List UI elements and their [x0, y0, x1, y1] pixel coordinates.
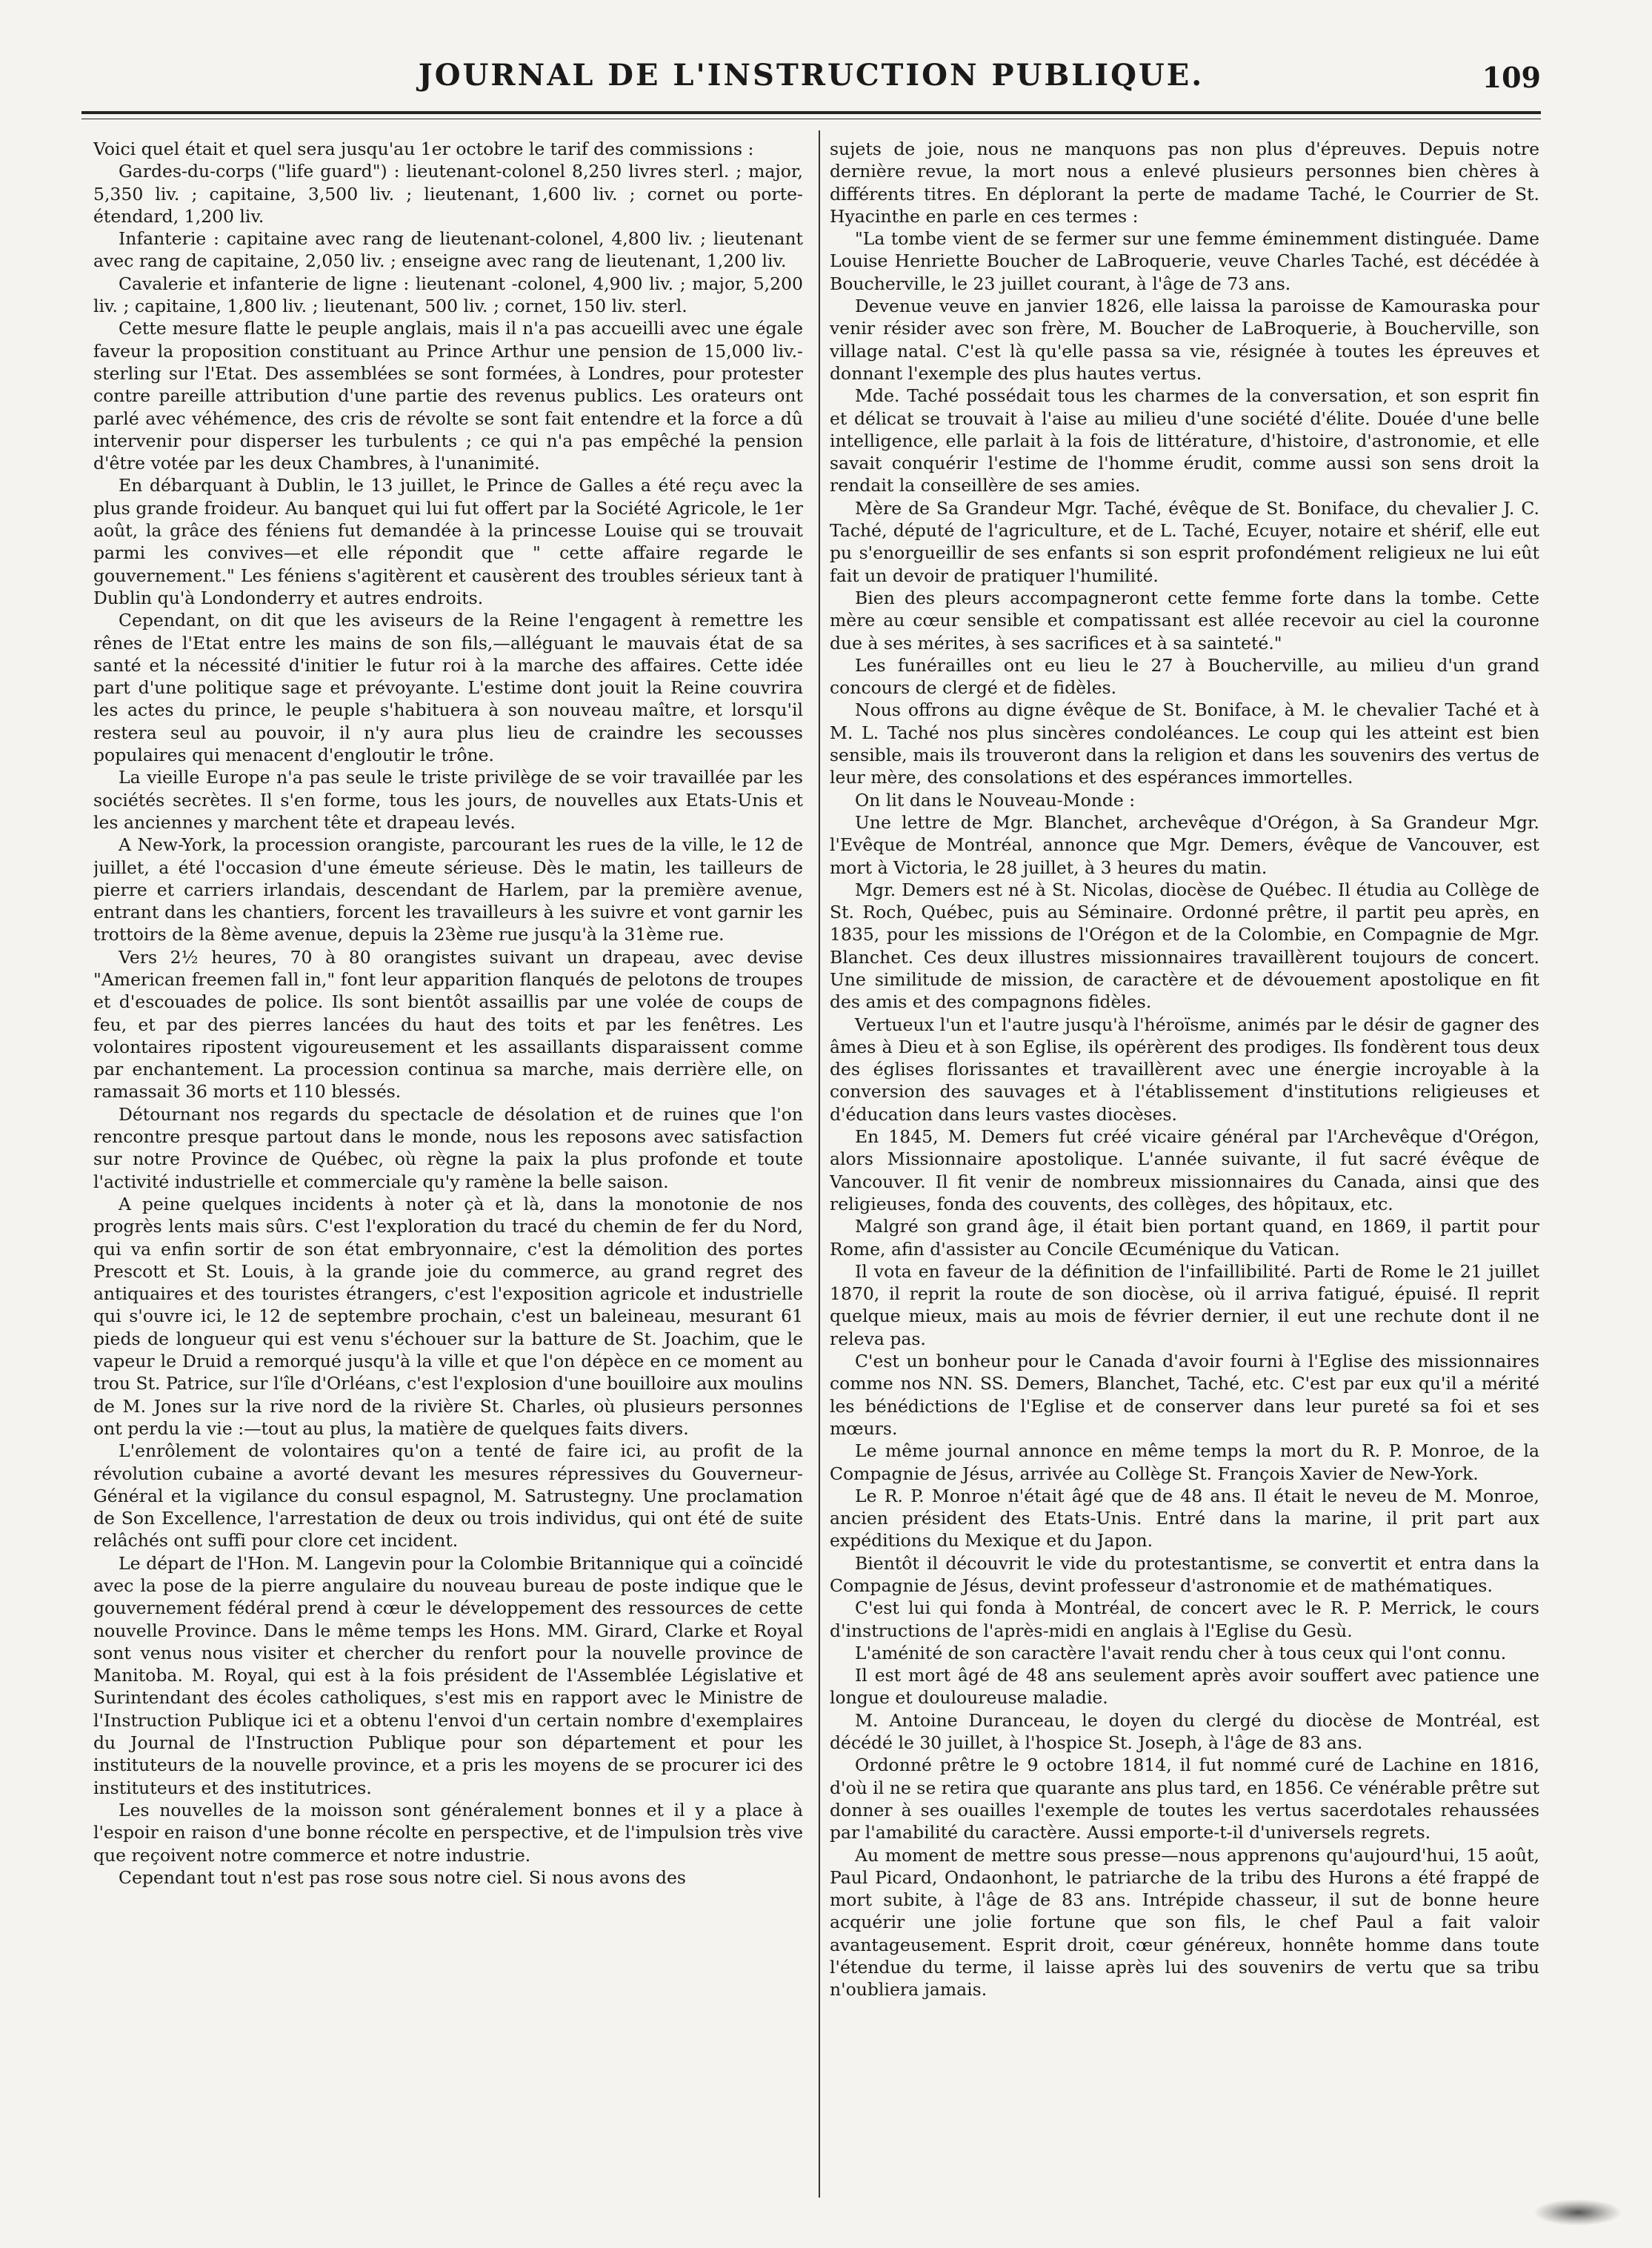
paragraph: C'est lui qui fonda à Montréal, de concert avec le R. P. Merrick, le cours d'instructions de l'après-midi en anglais à l'Eglise du Gesù. [830, 1597, 1539, 1641]
paragraph: sujets de joie, nous ne manquons pas non plus d'épreuves. Depuis notre dernière revue, la mort nous a enlevé plusieurs personnes bien chères à différents titres. En déplorant la perte de madame Taché, le Courrier de St. Hyacinthe en parle en ces termes : [830, 139, 1539, 227]
paragraph: Malgré son grand âge, il était bien portant quand, en 1869, il partit pour Rome, afin d'assister au Concile Œcuménique du Vatican. [830, 1216, 1539, 1260]
paragraph: Les nouvelles de la moisson sont généralement bonnes et il y a place à l'espoir en raison d'une bonne récolte en perspective, et de l'impulsion très vive que reçoivent notre commerce et notre industrie. [93, 1799, 803, 1866]
paragraph: La vieille Europe n'a pas seule le triste privilège de se voir travaillée par les sociétés secrètes. Il s'en forme, tous les jours, de nouvelles aux Etats-Unis et les anciennes y marchent tête et drapeau levés. [93, 767, 803, 833]
paragraph: Le départ de l'Hon. M. Langevin pour la Colombie Britannique qui a coïncidé avec la pose de la pierre angulaire du nouveau bureau de poste indique que le gouvernement fédéral prend à cœur le développement des ressources de cette nouvelle Province. Dans le même temps les Hons. MM. Girard, Clarke et Royal sont venus nous visiter et chercher du renfort pour la nouvelle province de Manitoba. M. Royal, qui est à la fois président de l'Assemblée Législative et Surintendant des écoles catholiques, s'est mis en rapport avec le Ministre de l'Instruction Publique ici et a obtenu l'envoi d'un certain nombre d'exemplaires du Journal de l'Instruction Publique pour son département et pour les instituteurs de la nouvelle province, et a pris les moyens de se procurer ici des instituteurs et des institutrices. [93, 1552, 803, 1798]
paragraph: Bientôt il découvrit le vide du protestantisme, se convertit et entra dans la Compagnie de Jésus, devint professeur d'astronomie et de mathématiques. [830, 1552, 1539, 1596]
paragraph: Nous offrons au digne évêque de St. Boniface, à M. le chevalier Taché et à M. L. Taché nos plus sincères condoléances. Le coup qui les atteint est bien sensible, mais ils trouveront dans la religion et dans les souvenirs des vertus de leur mère, des consolations et des espérances immortelles. [830, 699, 1539, 788]
paragraph: Il vota en faveur de la définition de l'infaillibilité. Parti de Rome le 21 juillet 1870, il reprit la route de son diocèse, où il arriva fatigué, épuisé. Il reprit quelque mieux, mais au mois de février dernier, il eut une rechute dont il ne releva pas. [830, 1260, 1539, 1349]
paragraph: Vers 2½ heures, 70 à 80 orangistes suivant un drapeau, avec devise "American freemen fall in," font leur apparition flanqués de pelotons de troupes et d'escouades de police. Ils sont bientôt assaillis par une volée de coups de feu, et par des pierres lancées du haut des toits et par les fenêtres. Les volontaires ripostent vigoureusement et les assaillants disparaissent comme par enchantement. La procession continua sa marche, mais derrière elle, on ramassait 36 morts et 110 blessés. [93, 946, 803, 1103]
paragraph: Devenue veuve en janvier 1826, elle laissa la paroisse de Kamouraska pour venir résider avec son frère, M. Boucher de LaBroquerie, à Boucherville, son village natal. C'est là qu'elle passa sa vie, résignée à toutes les épreuves et donnant l'exemple des plus hautes vertus. [830, 296, 1539, 384]
right-column [830, 138, 1539, 2190]
header-rule-thick [81, 111, 1541, 114]
paragraph: Gardes-du-corps ("life guard") : lieutenant-colonel 8,250 livres sterl. ; major, 5,350 liv. ; capitaine, 3,500 liv. ; lieutenant, 1,600 liv. ; cornet ou porte-étendard, 1,200 liv. [93, 161, 803, 227]
paragraph: L'aménité de son caractère l'avait rendu cher à tous ceux qui l'ont connu. [855, 1642, 1507, 1663]
page-header [81, 53, 1541, 105]
paragraph: Bien des pleurs accompagneront cette femme forte dans la tombe. Cette mère au cœur sensible et compatissant est allée recevoir au ciel la couronne due à ses mérites, à ses sacrifices et à sa sainteté." [830, 587, 1539, 654]
paragraph: Mère de Sa Grandeur Mgr. Taché, évêque de St. Boniface, du chevalier J. C. Taché, député de l'agriculture, et de L. Taché, Ecuyer, notaire et shérif, elle eut pu s'enorgueillir de ses enfants si son esprit profondément religieux ne lui eût fait un devoir de pratiquer l'humilité. [830, 497, 1539, 586]
paragraph: A peine quelques incidents à noter çà et là, dans la monotonie de nos progrès lents mais sûrs. C'est l'exploration du tracé du chemin de fer du Nord, qui va enfin sortir de son état embryonnaire, c'est la démolition des portes Prescott et St. Louis, à la grande joie du commerce, au grand regret des antiquaires et des touristes étrangers, c'est l'exposition agricole et industrielle qui s'ouvre ici, le 12 de septembre prochain, c'est un baleineau, mesurant 61 pieds de longueur qui est venu s'échouer sur la batture de St. Joachim, que le vapeur le Druid a remorqué jusqu'à la ville et que l'on dépèce en ce moment au trou St. Patrice, sur l'île d'Orléans, c'est l'explosion d'une bouilloire aux moulins de M. Jones sur la rive nord de la rivière St. Charles, où plusieurs personnes ont perdu la vie :—tout au plus, la matière de quelques faits divers. [93, 1193, 803, 1439]
paragraph: En débarquant à Dublin, le 13 juillet, le Prince de Galles a été reçu avec la plus grande froideur. Au banquet qui lui fut offert par la Société Agricole, le 1er août, la grâce des féniens fut demandée à la princesse Louise qui se trouvait parmi les convives—et elle répondit que " cette affaire regarde le gouvernement." Les féniens s'agitèrent et causèrent des troubles sérieux tant à Dublin qu'à Londonderry et autres endroits. [93, 475, 803, 608]
paragraph: Une lettre de Mgr. Blanchet, archevêque d'Orégon, à Sa Grandeur Mgr. l'Evêque de Montréal, annonce que Mgr. Demers, évêque de Vancouver, est mort à Victoria, le 28 juillet, à 3 heures du matin. [830, 811, 1539, 878]
paragraph: Voici quel était et quel sera jusqu'au 1er octobre le tarif des commissions : [93, 139, 754, 159]
running-title: JOURNAL DE L'INSTRUCTION PUBLIQUE. [418, 58, 1205, 93]
paragraph: Cependant, on dit que les aviseurs de la Reine l'engagent à remettre les rênes de l'Etat entre les mains de son fils,—alléguant le mauvais état de sa santé et la nécessité d'initier le futur roi à la marche des affaires. Cette idée part d'une politique sage et prévoyante. L'estime dont jouit la Reine couvrira les actes du prince, le peuple s'habituera à son nouveau maître, et lorsqu'il restera seul au pouvoir, il n'y aura plus lieu de craindre les secousses populaires qui menacent d'engloutir le trône. [93, 610, 803, 766]
paragraph: Détournant nos regards du spectacle de désolation et de ruines que l'on rencontre presque partout dans le monde, nous les reposons avec satisfaction sur notre Province de Québec, où règne la paix la plus profonde et toute l'activité industrielle et commerciale qu'y ramène la belle saison. [93, 1103, 803, 1192]
paragraph: On lit dans le Nouveau-Monde : [855, 789, 1136, 811]
paragraph: Vertueux l'un et l'autre jusqu'à l'héroïsme, animés par le désir de gagner des âmes à Dieu et à son Eglise, ils opérèrent des prodiges. Ils fondèrent tous deux des églises florissantes et travaillèrent avec une énergie incroyable à la conversion des sauvages et à l'établissement d'institutions religieuses et d'éducation dans leurs vastes diocèses. [830, 1014, 1539, 1125]
paragraph: Mgr. Demers est né à St. Nicolas, diocèse de Québec. Il étudia au Collège de St. Roch, Québec, puis au Séminaire. Ordonné prêtre, il partit peu après, en 1835, pour les missions de l'Orégon et de la Colombie, en Compagnie de Mgr. Blanchet. Ces deux illustres missionnaires travaillèrent toujours de concert. Une similitude de mission, de caractère et de dévouement apostolique en fit des amis et des compagnons fidèles. [830, 879, 1539, 1013]
paragraph: Cependant tout n'est pas rose sous notre ciel. Si nous avons des [119, 1866, 686, 1888]
paragraph: Mde. Taché possédait tous les charmes de la conversation, et son esprit fin et délicat se trouvait à l'aise au milieu d'une société d'élite. Douée d'une belle intelligence, elle parlait à la fois de littérature, d'histoire, d'astronomie, et elle savait conquérir l'estime de l'homme érudit, comme aussi son sens droit la rendait la conseillère de ses amies. [830, 385, 1539, 496]
paragraph: Ordonné prêtre le 9 octobre 1814, il fut nommé curé de Lachine en 1816, d'où il ne se retira que quarante ans plus tard, en 1856. Ce vénérable prêtre sut donner à ses ouailles l'exemple de toutes les vertus sacerdotales rehaussées par l'amabilité du caractère. Aussi emporte-t-il d'universels regrets. [830, 1755, 1539, 1843]
paragraph: M. Antoine Duranceau, le doyen du clergé du diocèse de Montréal, est décédé le 30 juillet, à l'hospice St. Joseph, à l'âge de 83 ans. [830, 1709, 1539, 1754]
paragraph: Il est mort âgé de 48 ans seulement après avoir souffert avec patience une longue et douloureuse maladie. [830, 1665, 1539, 1709]
ink-smudge [1533, 2199, 1622, 2226]
paragraph: A New-York, la procession orangiste, parcourant les rues de la ville, le 12 de juillet, a été l'occasion d'une émeute sérieuse. Dès le matin, les tailleurs de pierre et carriers irlandais, descendant de Harlem, par la première avenue, entrant dans les chantiers, forcent les travailleurs à les suivre et vont garnir les trottoirs de la 8ème avenue, depuis la 23ème rue jusqu'à la 31ème rue. [93, 834, 803, 945]
paragraph: Le même journal annonce en même temps la mort du R. P. Monroe, de la Compagnie de Jésus, arrivée au Collège St. François Xavier de New-York. [830, 1440, 1539, 1484]
paragraph: En 1845, M. Demers fut créé vicaire général par l'Archevêque d'Orégon, alors Missionnaire apostolique. L'année suivante, il fut sacré évêque de Vancouver. Il fit venir de nombreux missionnaires du Canada, ainsi que des religieuses, fonda des couvents, des collèges, des hôpitaux, etc. [830, 1126, 1539, 1214]
paragraph: L'enrôlement de volontaires qu'on a tenté de faire ici, au profit de la révolution cubaine a avorté devant les mesures répressives du Gouverneur-Général et la vigilance du consul espagnol, M. Satrustegny. Une proclamation de Son Excellence, l'arrestation de deux ou trois individus, qui ont été de suite relâchés ont suffi pour clore cet incident. [93, 1440, 803, 1552]
paragraph: "La tombe vient de se fermer sur une femme éminemment distinguée. Dame Louise Henriette Boucher de LaBroquerie, veuve Charles Taché, est décédée à Boucherville, le 23 juillet courant, à l'âge de 73 ans. [830, 228, 1539, 294]
paragraph: Les funérailles ont eu lieu le 27 à Boucherville, au milieu d'un grand concours de clergé et de fidèles. [830, 654, 1539, 699]
paragraph: Au moment de mettre sous presse—nous apprenons qu'aujourd'hui, 15 août, Paul Picard, Ondaonhont, le patriarche de la tribu des Hurons a été frappé de mort subite, à l'âge de 83 ans. Intrépide chasseur, il sut de bonne heure acquérir une jolie fortune que son fils, le chef Paul a fait valoir avantageusement. Esprit droit, cœur généreux, honnête homme dans toute l'étendue du terme, il laisse après lui des souvenirs de vertu que sa tribu n'oubliera jamais. [830, 1844, 1539, 2001]
paragraph: Cette mesure flatte le peuple anglais, mais il n'a pas accueilli avec une égale faveur la proposition constituant au Prince Arthur une pension de 15,000 liv.-sterling sur l'Etat. Des assemblées se sont formées, à Londres, pour protester contre pareille attribution d'une partie des revenus publics. Les orateurs ont parlé avec véhémence, des cris de révolte se sont fait entendre et la force a dû intervenir pour disperser les turbulents ; ce qui n'a pas empêché la pension d'être votée par les deux Chambres, à l'unanimité. [93, 318, 803, 474]
left-column [93, 138, 803, 2190]
paragraph: Cavalerie et infanterie de ligne : lieutenant -colonel, 4,900 liv. ; major, 5,200 liv. ; capitaine, 1,800 liv. ; lieutenant, 500 liv. ; cornet, 150 liv. sterl. [93, 273, 803, 317]
paragraph: Le R. P. Monroe n'était âgé que de 48 ans. Il était le neveu de M. Monroe, ancien président des Etats-Unis. Entré dans la marine, il prit part aux expéditions du Mexique et du Japon. [830, 1485, 1539, 1552]
paragraph: C'est un bonheur pour le Canada d'avoir fourni à l'Eglise des missionnaires comme nos NN. SS. Demers, Blanchet, Taché, etc. C'est par eux qu'il a mérité les bénédictions de l'Eglise et de conserver dans leur pureté sa foi et ses mœurs. [830, 1351, 1539, 1439]
paragraph: Infanterie : capitaine avec rang de lieutenant-colonel, 4,800 liv. ; lieutenant avec rang de capitaine, 2,050 liv. ; enseigne avec rang de lieutenant, 1,200 liv. [93, 228, 803, 272]
page-number: 109 [1482, 61, 1541, 94]
column-divider [819, 130, 820, 2198]
